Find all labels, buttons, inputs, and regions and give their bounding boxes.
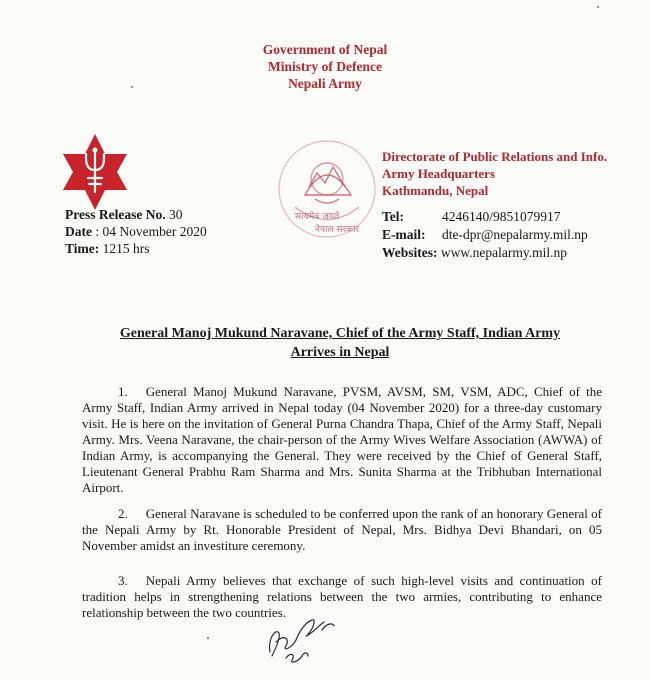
press-release-meta	[65, 206, 265, 257]
press-release-date	[65, 223, 265, 240]
press-release-time	[65, 240, 265, 257]
scan-speck	[207, 637, 209, 639]
paragraph-2	[82, 506, 602, 554]
government-seal-icon	[275, 137, 380, 242]
seal-government: नेपाल सरकार	[315, 225, 360, 235]
press-release-title	[70, 324, 610, 362]
date-value: : 04 November 2020	[95, 224, 207, 239]
contact-block	[382, 208, 647, 262]
header-ministry: Ministry of Defence	[268, 59, 382, 74]
time-label: Time:	[65, 241, 100, 256]
directorate-hq: Army Headquarters	[382, 166, 496, 181]
directorate-block	[382, 148, 642, 199]
web-value: www.nepalarmy.mil.np	[440, 245, 567, 260]
press-release-label: Press Release No.	[65, 207, 166, 222]
paragraph-3-text: Nepali Army believes that exchange of such high-level visits and continuation of tradition helps in strengthening relations between the two armies, contributing to enhance relationship between the two countries.	[82, 573, 602, 620]
time-value: 1215 hrs	[102, 241, 150, 256]
paragraph-2-number: 2.	[118, 506, 128, 521]
nepali-army-star-emblem-icon	[55, 132, 135, 212]
date-label: Date	[65, 224, 92, 239]
paragraph-3-number: 3.	[118, 573, 128, 588]
title-line-2: Arrives in Nepal	[290, 345, 390, 360]
tel-label: Tel:	[382, 209, 405, 224]
paragraph-2-text: General Naravane is scheduled to be conferred upon the rank of an honorary General of the Nepali Army by Rt. Honorable President of Nepal, Mrs. Bidhya Devi Bhandari, on 05 November amidst an investiture ceremony.	[82, 506, 602, 553]
tel-value: 4246140/9851079917	[442, 209, 561, 224]
email-label: E-mail:	[382, 227, 426, 242]
header-government: Government of Nepal	[262, 42, 388, 57]
paragraph-1-text: General Manoj Mukund Naravane, PVSM, AVSM, SM, VSM, ADC, Chief of the Army Staff, Indian Army arrived in Nepal today (04 November 2020) for a three-day customary visit. He is here on the invitation of General Purna Chandra Thapa, Chief of the Army Staff, Nepali Army. Mrs. Veena Naravane, the chair-person of the Army Wives Welfare Association (AWWA) of Indian Army, is accompanying the General. They were received by the Chief of General Staff, Lieutenant General Prabhu Ram Sharma and Mrs. Sunita Sharma at the Tribhuban International Airport.	[82, 384, 602, 495]
email-value: dte-dpr@nepalarmy.mil.np	[442, 227, 588, 242]
web-label: Websites:	[382, 245, 438, 260]
directorate-name: Directorate of Public Relations and Info.	[382, 149, 608, 164]
header-army: Nepali Army	[288, 76, 362, 91]
paragraph-3	[82, 573, 602, 621]
seal-motto: सत्यमेव जयते	[295, 212, 340, 222]
paragraph-1-number: 1.	[118, 384, 128, 399]
directorate-location: Kathmandu, Nepal	[382, 183, 489, 198]
paragraph-1	[82, 384, 602, 496]
press-release-number	[65, 206, 265, 223]
signature-icon	[262, 612, 342, 668]
scan-speck	[131, 86, 133, 88]
press-release-value: 30	[168, 207, 183, 222]
title-line-1: General Manoj Mukund Naravane, Chief of the Army Staff, Indian Army	[119, 326, 561, 341]
scan-speck	[597, 6, 599, 8]
letterhead	[200, 41, 450, 92]
